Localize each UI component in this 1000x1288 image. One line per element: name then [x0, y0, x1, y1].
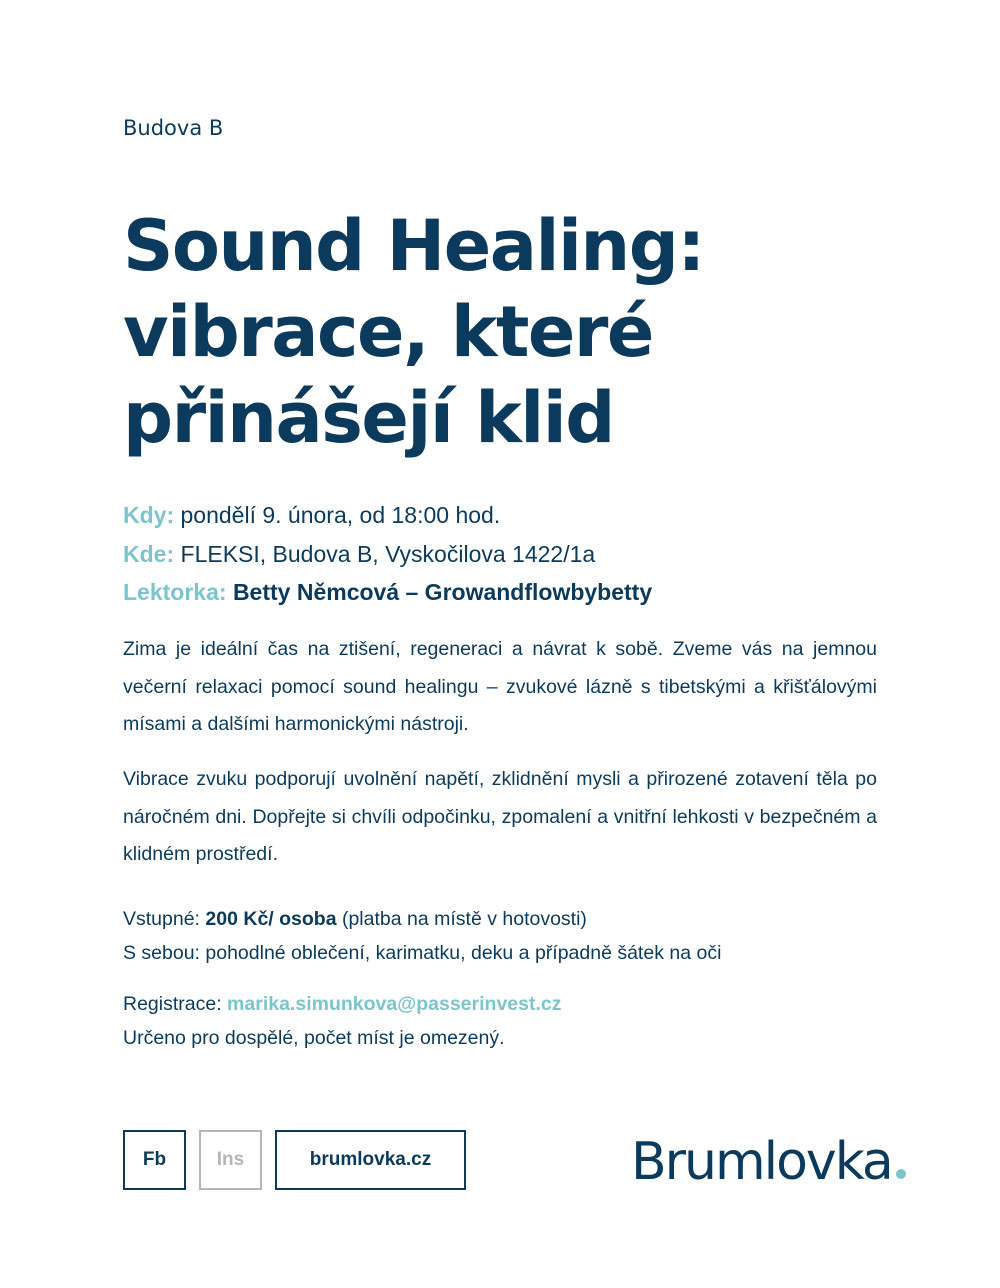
- audience-note: Určeno pro dospělé, počet míst je omezený.: [123, 1027, 505, 1049]
- fee-label: Vstupné:: [123, 908, 200, 930]
- event-title: [123, 203, 883, 461]
- practical-info: [123, 902, 721, 970]
- description-paragraph-2: Vibrace zvuku podporují uvolnění napětí, zklidnění mysli a přirozené zotavení těla po náročném dni. Dopřejte si chvíli odpočinku, zpomalení a vnitřní lehkosti v bezpečném a klidném prostředí.: [123, 768, 877, 865]
- event-facts: [123, 496, 652, 612]
- logo-text: Brumlovka: [631, 1132, 892, 1192]
- bring-row: S sebou: pohodlné oblečení, karimatku, deku a případně šátek na oči: [123, 942, 722, 964]
- building-label: Budova B: [123, 116, 224, 140]
- where-label: Kde:: [123, 540, 175, 567]
- brumlovka-logo: [631, 1132, 906, 1192]
- where-value: FLEKSI, Budova B, Vyskočilova 1422/1a: [180, 540, 596, 567]
- instagram-button[interactable]: Ins: [199, 1130, 262, 1190]
- where-row: [123, 535, 652, 574]
- registration-info: [123, 987, 561, 1055]
- fee-row: [123, 902, 721, 936]
- when-label: Kdy:: [123, 502, 175, 528]
- website-button[interactable]: brumlovka.cz: [275, 1130, 466, 1190]
- registration-row: [123, 987, 561, 1021]
- event-title-line: vibrace, které: [123, 291, 653, 373]
- lecturer-value: Betty Němcová – Growandflowbybetty: [232, 579, 653, 605]
- logo-dot-icon: [896, 1169, 906, 1179]
- lecturer-row: [123, 573, 652, 612]
- fee-value: 200 Kč/ osoba: [205, 908, 337, 930]
- lecturer-label: Lektorka:: [123, 579, 227, 605]
- facebook-button[interactable]: Fb: [123, 1130, 186, 1190]
- event-title-line: přinášejí klid: [123, 377, 614, 459]
- when-value: pondělí 9. února, od 18:00 hod.: [180, 502, 501, 528]
- when-row: [123, 496, 652, 535]
- event-title-line: Sound Healing:: [123, 205, 704, 287]
- description-paragraph-1: Zima je ideální čas na ztišení, regeneraci a návrat k sobě. Zveme vás na jemnou večerní relaxaci pomocí sound healingu – zvukové lázně s tibetskými a křišťálovými mísami a dalšími harmonickými nástroji.: [123, 638, 877, 735]
- registration-label: Registrace:: [123, 993, 222, 1015]
- fee-note: (platba na místě v hotovosti): [341, 908, 587, 930]
- registration-email-link[interactable]: marika.simunkova@passerinvest.cz: [227, 993, 562, 1015]
